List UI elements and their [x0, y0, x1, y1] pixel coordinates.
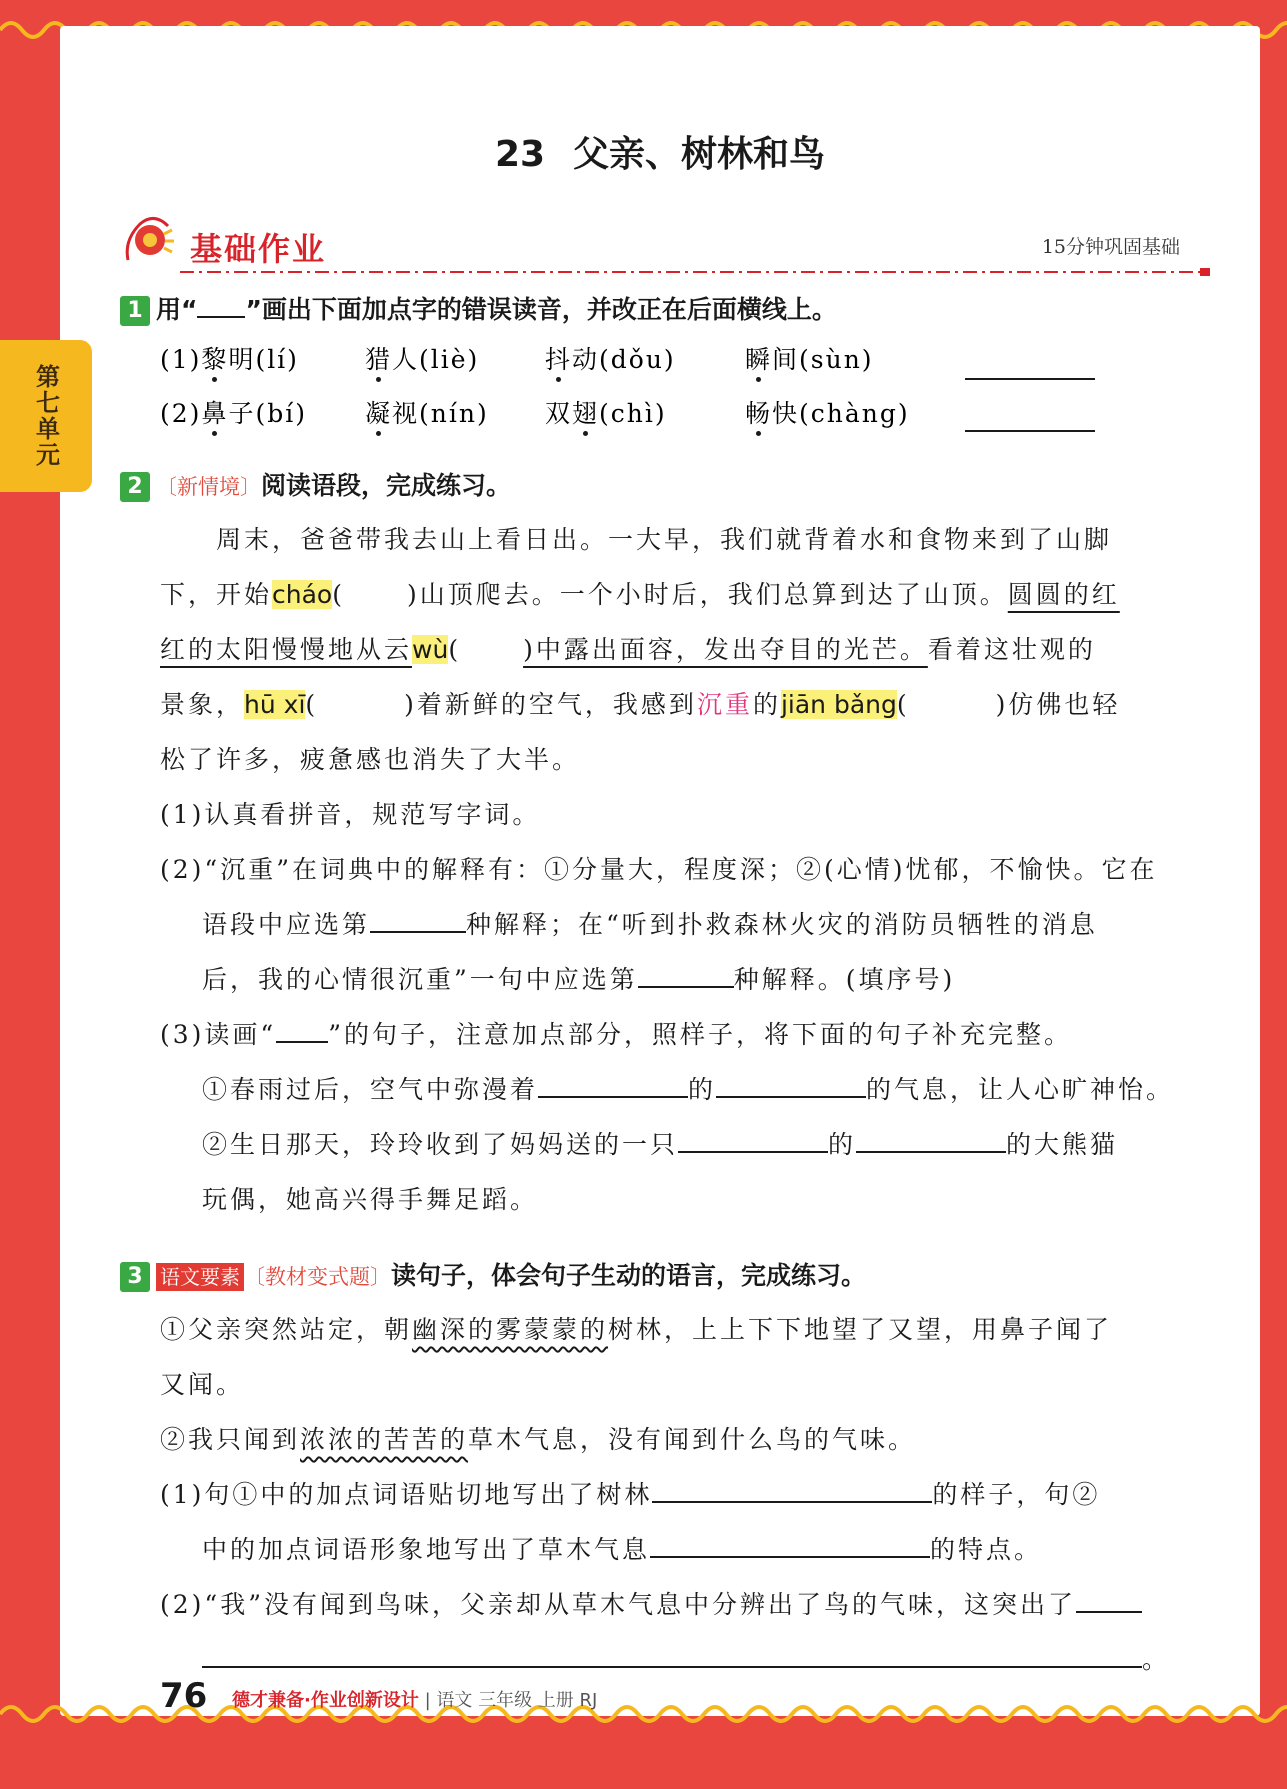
section-header	[120, 210, 1220, 280]
unit-label: 第七单元	[31, 364, 60, 468]
q1-item: (2)鼻子(bí)	[160, 399, 307, 428]
q1-item: 双翅(chì)	[545, 399, 667, 428]
answer-blank[interactable]	[538, 1074, 688, 1098]
question-1-badge: 1	[120, 296, 150, 326]
answer-blank[interactable]	[965, 378, 1095, 380]
lesson-title	[60, 126, 1260, 177]
answer-blank[interactable]	[716, 1074, 866, 1098]
question-2-tag: 〔新情境〕	[156, 475, 261, 499]
answer-blank[interactable]	[202, 1644, 1142, 1668]
question-2	[120, 464, 1220, 509]
question-1	[120, 288, 1220, 332]
question-3	[120, 1254, 1220, 1299]
page-number: 76	[160, 1676, 208, 1716]
question-3-red-tag: 语文要素	[156, 1263, 244, 1291]
reading-passage: 周末，爸爸带我去山上看日出。一大早，我们就背着水和食物来到了山脚 下，开始cháo( )山顶爬去。一个小时后，我们总算到达了山顶。圆圆的红 红的太阳慢慢地从云wù( )中露出面容，发出夺目的光芒。看着这壮观的 景象，hū xī( )着新鲜的空气，我感到沉重的jiān bǎng( )仿佛也轻 松了许多，疲惫感也消失了大半。 (1)认真看拼音，规范写字词。 (2)“沉重”在词典中的解释有：①分量大，程度深；②(心情)忧郁，不愉快。它在 语段中应选第 种解释；在“听到扑救森林火灾的消防员牺牲的消息 后，我的心情很沉重”一句中应选第 种解释。(填序号) (3)读画“ ”的句子，注意加点部分，照样子，将下面的句子补充完整。 ①春雨过后，空气中弥漫着 的 的气息，让人心旷神怡。 ②生日那天，玲玲收到了妈妈送的一只 的 的大熊猫 玩偶，她高兴得手舞足蹈。	[160, 525, 1175, 1214]
section-label: 基础作业	[190, 230, 327, 268]
answer-blank[interactable]	[370, 909, 466, 933]
question-3-tag: 〔教材变式题〕	[244, 1265, 391, 1289]
answer-blank[interactable]	[856, 1129, 1006, 1153]
q1-item: 畅快(chàng)	[745, 399, 910, 428]
answer-blank[interactable]	[652, 1479, 932, 1503]
series-title: 德才兼备·作业创新设计 | 语文 三年级 上册 RJ	[232, 1690, 598, 1711]
q1-item: (1)黎明(lí)	[160, 345, 299, 374]
question-2-badge: 2	[120, 472, 150, 502]
worksheet-content	[60, 26, 1260, 1716]
underline-sample	[276, 1019, 328, 1043]
question-3-instruction: 3 语文要素 〔教材变式题〕读句子，体会句子生动的语言，完成练习。	[120, 1254, 1220, 1299]
section-subtitle: 15分钟巩固基础	[1041, 236, 1180, 258]
page-footer	[120, 1676, 1220, 1716]
question-2-instruction: 2 〔新情境〕阅读语段，完成练习。	[120, 464, 1220, 509]
bell-icon	[120, 210, 180, 270]
q1-item: 凝视(nín)	[365, 399, 489, 428]
answer-blank[interactable]	[650, 1534, 930, 1558]
answer-blank[interactable]	[1076, 1589, 1142, 1613]
lesson-number: 23	[494, 134, 546, 175]
section-divider	[180, 268, 1220, 276]
question-1-instruction: 1 用“ ”画出下面加点字的错误读音，并改正在后面横线上。	[120, 288, 1220, 332]
q1-item: 抖动(dǒu)	[545, 345, 676, 374]
answer-blank[interactable]	[678, 1129, 828, 1153]
question-3-badge: 3	[120, 1262, 150, 1292]
question-3-body: ①父亲突然站定，朝幽深的雾蒙蒙的树林，上上下下地望了又望，用鼻子闻了 又闻。 ②我只闻到浓浓的苦苦的草木气息，没有闻到什么鸟的气味。 (1)句①中的加点词语贴切地写出了树林 的样子，句② 中的加点词语形象地写出了草木气息 的特点。 (2)“我”没有闻到鸟味，父亲却从草木气息中分辨出了鸟的气味，这突出了 。	[160, 1315, 1171, 1674]
lesson-name: 父亲、树林和鸟	[573, 134, 826, 175]
q1-item: 瞬间(sùn)	[745, 345, 874, 374]
answer-blank[interactable]	[638, 964, 734, 988]
underline-sample	[197, 294, 245, 318]
q1-item: 猎人(liè)	[365, 345, 480, 374]
answer-blank[interactable]	[965, 430, 1095, 432]
